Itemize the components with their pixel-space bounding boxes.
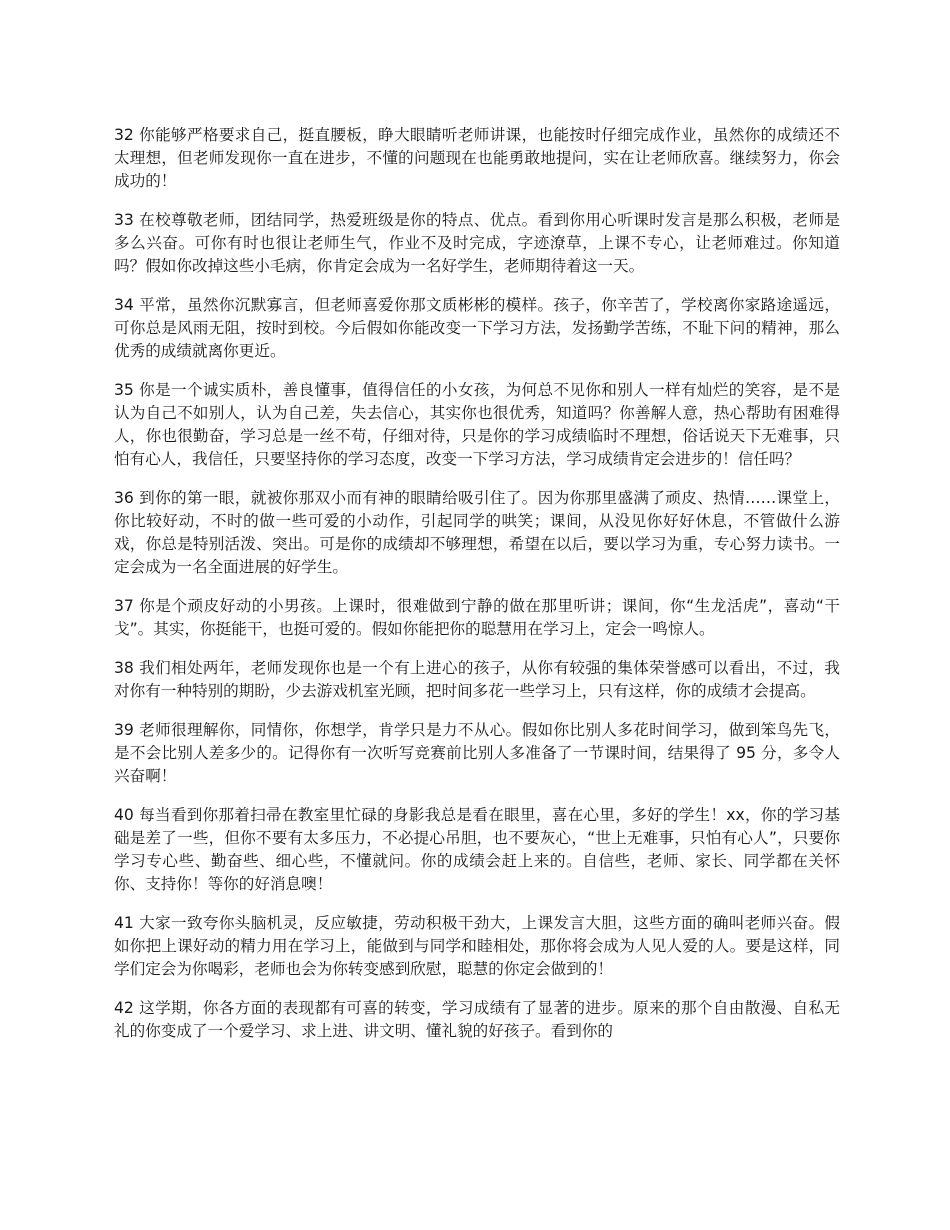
- comment-paragraph-36: 36 到你的第一眼，就被你那双小而有神的眼睛给吸引住了。因为你那里盛满了顽皮、热情……课堂上，你比较好动，不时的做一些可爱的小动作，引起同学的哄笑；课间，从没见你好好休息，不管做什么游戏，你总是特别活泼、突出。可是你的成绩却不够理想，希望在以后，要以学习为重，专心努力读书。一定会成为一名全面进展的好学生。: [114, 489, 840, 576]
- document-body: [114, 124, 840, 1059]
- comment-paragraph-41: 41 大家一致夸你头脑机灵，反应敏捷，劳动积极干劲大，上课发言大胆，这些方面的确叫老师兴奋。假如你把上课好动的精力用在学习上，能做到与同学和睦相处，那你将会成为人见人爱的人。要是这样，同学们定会为你喝彩，老师也会为你转变感到欣慰，聪慧的你定会做到的！: [114, 914, 840, 978]
- comment-paragraph-40: 40 每当看到你那着扫帚在教室里忙碌的身影我总是看在眼里，喜在心里，多好的学生！xx，你的学习基础是差了一些，但你不要有太多压力，不必提心吊胆，也不要灰心，“世上无难事，只怕有心人”，只要你学习专心些、勤奋些、细心些，不懂就问。你的成绩会赶上来的。自信些，老师、家长、同学都在关怀你、支持你！等你的好消息噢！: [114, 806, 840, 893]
- comment-paragraph-34: 34 平常，虽然你沉默寡言，但老师喜爱你那文质彬彬的模样。孩子，你辛苦了，学校离你家路途遥远，可你总是风雨无阻，按时到校。今后假如你能改变一下学习方法，发扬勤学苦练，不耻下问的精神，那么优秀的成绩就离你更近。: [114, 296, 840, 360]
- comment-paragraph-39: 39 老师很理解你，同情你，你想学，肯学只是力不从心。假如你比别人多花时间学习，做到笨鸟先飞，是不会比别人差多少的。记得你有一次听写竞赛前比别人多准备了一节课时间，结果得了 95 分，多令人兴奋啊！: [114, 721, 840, 785]
- comment-paragraph-38: 38 我们相处两年，老师发现你也是一个有上进心的孩子，从你有较强的集体荣誉感可以看出，不过，我对你有一种特别的期盼，少去游戏机室光顾，把时间多花一些学习上，只有这样，你的成绩才会提高。: [114, 659, 840, 700]
- comment-paragraph-37: 37 你是个顽皮好动的小男孩。上课时，很难做到宁静的做在那里听讲；课间，你“生龙活虎”，喜动“干戈”。其实，你挺能干，也挺可爱的。假如你能把你的聪慧用在学习上，定会一鸣惊人。: [114, 597, 840, 638]
- comment-paragraph-33: 33 在校尊敬老师，团结同学，热爱班级是你的特点、优点。看到你用心听课时发言是那么积极，老师是多么兴奋。可你有时也很让老师生气，作业不及时完成，字迹潦草，上课不专心，让老师难过。你知道吗？假如你改掉这些小毛病，你肯定会成为一名好学生，老师期待着这一天。: [114, 211, 840, 275]
- comment-paragraph-32: 32 你能够严格要求自己，挺直腰板，睁大眼睛听老师讲课，也能按时仔细完成作业，虽然你的成绩还不太理想，但老师发现你一直在进步，不懂的问题现在也能勇敢地提问，实在让老师欣喜。继续努力，你会成功的！: [114, 126, 840, 190]
- comment-paragraph-42: 42 这学期，你各方面的表现都有可喜的转变，学习成绩有了显著的进步。原来的那个自由散漫、自私无礼的你变成了一个爱学习、求上进、讲文明、懂礼貌的好孩子。看到你的: [114, 999, 840, 1040]
- comment-paragraph-35: 35 你是一个诚实质朴，善良懂事，值得信任的小女孩，为何总不见你和别人一样有灿烂的笑容，是不是认为自己不如别人，认为自己差，失去信心，其实你也很优秀，知道吗？你善解人意，热心帮助有困难得人，你也很勤奋，学习总是一丝不苟，仔细对待，只是你的学习成绩临时不理想，俗话说天下无难事，只怕有心人，我信任，只要坚持你的学习态度，改变一下学习方法，学习成绩肯定会进步的！信任吗？: [114, 381, 840, 468]
